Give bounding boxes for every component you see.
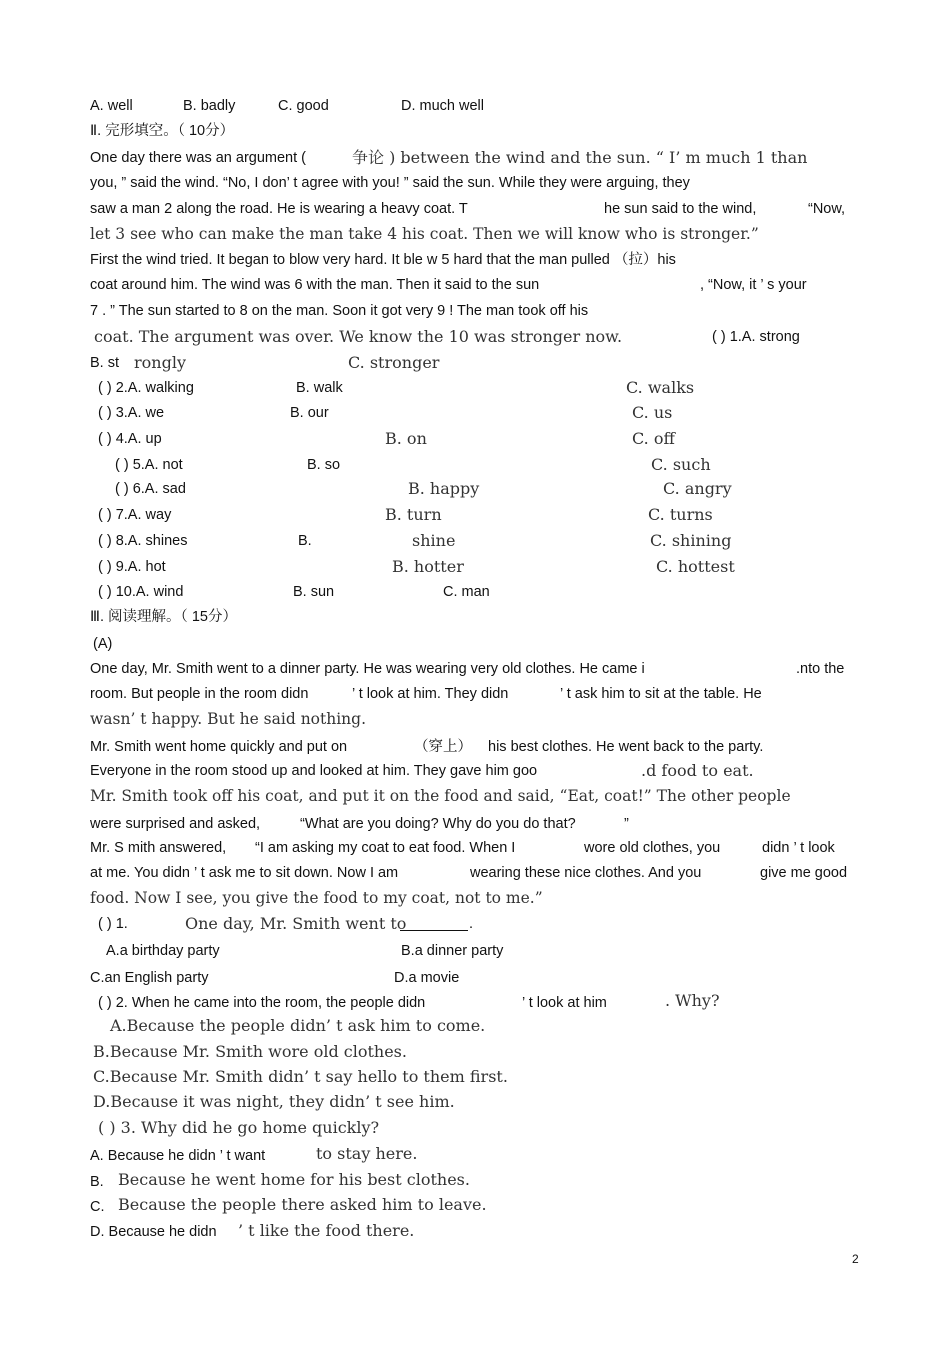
question-1: ( ) 1.A. strong <box>712 329 800 345</box>
reading-line: ’ t ask him to sit at the table. He <box>560 686 762 702</box>
option-b: B. hotter <box>392 557 464 576</box>
reading-line: ’ t look at him. They didn <box>352 686 509 702</box>
reading-line: Mr. Smith went home quickly and put on <box>90 739 348 755</box>
option-c: C. such <box>651 455 711 474</box>
option-b: B. walk <box>296 380 343 396</box>
option-c: C. stronger <box>348 353 440 372</box>
option-b: B. badly <box>183 98 236 114</box>
reading-line: .nto the <box>796 661 845 677</box>
reading-line: at me. You didn ’ t ask me to sit down. Now I am <box>90 865 399 881</box>
option-c: C.Because Mr. Smith didn’ t say hello to them first. <box>93 1067 508 1086</box>
reading-line: room. But people in the room didn <box>90 686 309 702</box>
question-6: ( ) 6.A. sad <box>115 481 186 497</box>
option-c: C. angry <box>663 479 732 498</box>
question-5: ( ) 5.A. not <box>115 457 183 473</box>
option-b: B. so <box>307 457 341 473</box>
option-a: A.Because the people didn’ t ask him to come. <box>110 1016 486 1035</box>
reading-line: （穿上） <box>414 739 472 755</box>
question-3: ( ) 3.A. we <box>98 405 165 421</box>
option-d: D.Because it was night, they didn’ t see him. <box>93 1092 455 1111</box>
reading-line: Mr. Smith took off his coat, and put it on the food and said, “Eat, coat!” The other people <box>90 787 791 805</box>
question-8: ( ) 8.A. shines <box>98 533 188 549</box>
cloze-line: you, ” said the wind. “No, I don’ t agree with you! ” said the sun. While they were arguing, they <box>90 175 690 191</box>
reading-line: didn ’ t look <box>762 840 835 856</box>
cloze-line: he sun said to the wind, <box>604 201 757 217</box>
cloze-line: saw a man 2 along the road. He is wearing a heavy coat. T <box>90 201 468 217</box>
reading-line: “I am asking my coat to eat food. When I <box>255 840 516 856</box>
section-2-title: Ⅱ. 完形填空。（ 10分） <box>90 123 235 139</box>
cloze-line: coat around him. The wind was 6 with the man. Then it said to the sun <box>90 277 540 293</box>
option-b: B. <box>298 533 312 549</box>
option-a-text: to stay here. <box>316 1144 418 1163</box>
cloze-line: , “Now, it ’ s your <box>700 277 807 293</box>
question-1-end: . <box>469 916 474 932</box>
question-4: ( ) 4.A. up <box>98 431 162 447</box>
reading-line: wearing these nice clothes. And you <box>470 865 702 881</box>
option-b: B. <box>90 1174 104 1190</box>
reading-line: “What are you doing? Why do you do that? <box>300 816 576 832</box>
cloze-line: “Now, <box>808 201 846 217</box>
section-3-title: Ⅲ. 阅读理解。（ 15分） <box>90 609 237 625</box>
option-b: B.Because Mr. Smith wore old clothes. <box>93 1042 407 1061</box>
option-b: rongly <box>134 353 186 372</box>
option-c: C. <box>90 1199 105 1215</box>
option-c: C. hottest <box>656 557 735 576</box>
option-b: B. our <box>290 405 329 421</box>
option-c-text: Because the people there asked him to leave. <box>118 1195 487 1214</box>
option-b-text: shine <box>412 531 456 550</box>
option-b: B. sun <box>293 584 335 600</box>
option-d-text: ’ t like the food there. <box>238 1221 415 1240</box>
reading-line: Mr. S mith answered, <box>90 840 227 856</box>
reading-line: give me good <box>760 865 848 881</box>
option-d: D. much well <box>401 98 484 114</box>
option-b: B. turn <box>385 505 442 524</box>
option-b: B. happy <box>408 479 480 498</box>
option-b-text: Because he went home for his best clothes. <box>118 1170 470 1189</box>
passage-label: (A) <box>93 636 113 652</box>
option-c: C. us <box>632 403 673 422</box>
cloze-line: One day there was an argument ( <box>90 150 307 166</box>
question-10: ( ) 10.A. wind <box>98 584 184 600</box>
option-d: D. Because he didn <box>90 1224 217 1240</box>
reading-line: Everyone in the room stood up and looked at him. They gave him goo <box>90 763 538 779</box>
cloze-line: 7 . ” The sun started to 8 on the man. Soon it got very 9 ! The man took off his <box>90 303 589 319</box>
option-c: C. turns <box>648 505 713 524</box>
question-7: ( ) 7.A. way <box>98 507 172 523</box>
reading-line: were surprised and asked, <box>90 816 261 832</box>
option-c: C. walks <box>626 378 695 397</box>
answer-blank <box>400 916 468 931</box>
reading-line: wasn’ t happy. But he said nothing. <box>90 710 367 728</box>
cloze-line: let 3 see who can make the man take 4 his coat. Then we will know who is stronger.” <box>90 225 759 243</box>
cloze-line: coat. The argument was over. We know the 10 was stronger now. <box>94 327 623 346</box>
question-1: ( ) 1. <box>98 916 128 932</box>
option-b: B.a dinner party <box>401 943 504 959</box>
option-c: C. man <box>443 584 490 600</box>
question-9: ( ) 9.A. hot <box>98 559 166 575</box>
reading-line: .d food to eat. <box>641 761 754 780</box>
cloze-line: First the wind tried. It began to blow very hard. It ble w 5 hard that the man pulled （拉）his <box>90 252 676 268</box>
option-b: B. st <box>90 355 120 371</box>
question-2: ( ) 2. When he came into the room, the people didn <box>98 995 426 1011</box>
reading-line: One day, Mr. Smith went to a dinner party. He was wearing very old clothes. He came i <box>90 661 645 677</box>
question-1-text: One day, Mr. Smith went to <box>185 914 407 933</box>
option-d: D.a movie <box>394 970 460 986</box>
option-c: C. off <box>632 429 675 448</box>
question-2-text: ’ t look at him <box>522 995 607 1011</box>
option-c: C.an English party <box>90 970 209 986</box>
option-b: B. on <box>385 429 427 448</box>
option-c: C. good <box>278 98 329 114</box>
option-a: A. well <box>90 98 133 114</box>
option-a: A.a birthday party <box>106 943 220 959</box>
question-2: ( ) 2.A. walking <box>98 380 194 396</box>
question-2-why: . Why? <box>665 991 720 1010</box>
cloze-line: 争论 ) between the wind and the sun. “ I’ m much 1 than <box>352 148 808 167</box>
reading-line: ” <box>624 816 629 832</box>
reading-line: food. Now I see, you give the food to my coat, not to me.” <box>90 889 543 907</box>
page-number: 2 <box>852 1252 859 1266</box>
question-3: ( ) 3. Why did he go home quickly? <box>98 1118 380 1137</box>
option-a: A. Because he didn ’ t want <box>90 1148 266 1164</box>
option-c: C. shining <box>650 531 732 550</box>
reading-line: wore old clothes, you <box>584 840 721 856</box>
reading-line: his best clothes. He went back to the party. <box>488 739 764 755</box>
